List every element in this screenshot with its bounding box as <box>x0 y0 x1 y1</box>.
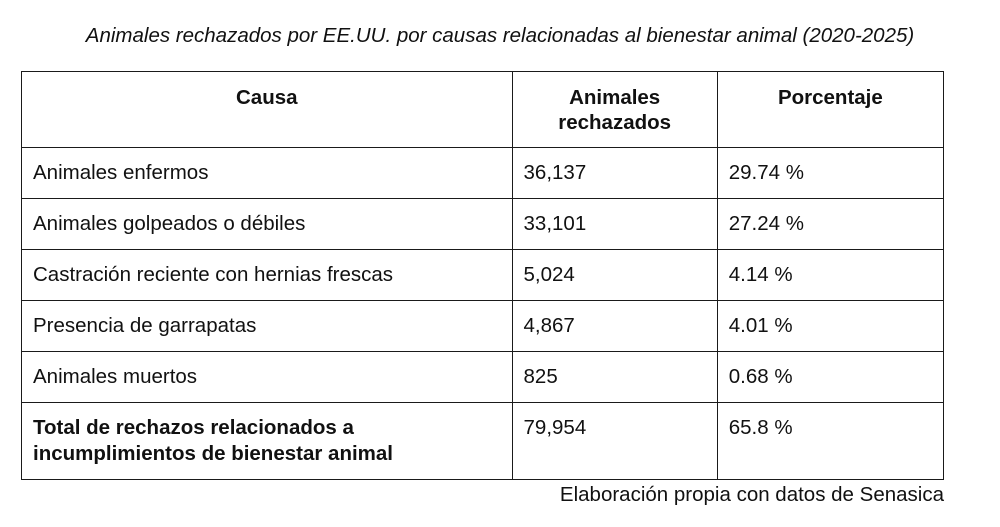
total-cause <box>22 403 513 480</box>
cell-percent: 27.24 % <box>717 199 943 250</box>
cell-count: 36,137 <box>512 148 717 199</box>
cell-cause: Castración reciente con hernias frescas <box>22 250 513 301</box>
total-cause-line2: incumplimientos de bienestar animal <box>33 442 393 465</box>
cell-percent: 0.68 % <box>717 352 943 403</box>
header-count-line1: Animales <box>569 86 661 109</box>
cell-percent: 4.01 % <box>717 301 943 352</box>
table-row <box>22 301 944 352</box>
header-percent: Porcentaje <box>717 72 943 148</box>
total-cause-line1: Total de rechazos relacionados a <box>33 416 354 439</box>
table-title: Animales rechazados por EE.UU. por causas relacionadas al bienestar animal (2020-2025) <box>85 24 915 47</box>
cell-count: 825 <box>512 352 717 403</box>
total-row <box>22 403 944 480</box>
source-note: Elaboración propia con datos de Senasica <box>559 483 944 506</box>
header-count <box>512 72 717 148</box>
table-row <box>22 148 944 199</box>
cell-cause: Presencia de garrapatas <box>22 301 513 352</box>
cell-count: 5,024 <box>512 250 717 301</box>
cell-count: 33,101 <box>512 199 717 250</box>
header-count-line2: rechazados <box>558 111 672 134</box>
table-row <box>22 250 944 301</box>
header-row <box>22 72 944 148</box>
table-row <box>22 199 944 250</box>
total-percent: 65.8 % <box>717 403 943 480</box>
cell-percent: 4.14 % <box>717 250 943 301</box>
cell-cause: Animales enfermos <box>22 148 513 199</box>
cell-cause: Animales muertos <box>22 352 513 403</box>
cell-percent: 29.74 % <box>717 148 943 199</box>
rejections-table <box>21 71 944 480</box>
cell-cause: Animales golpeados o débiles <box>22 199 513 250</box>
header-cause: Causa <box>22 72 513 148</box>
total-count: 79,954 <box>512 403 717 480</box>
table-row <box>22 352 944 403</box>
cell-count: 4,867 <box>512 301 717 352</box>
